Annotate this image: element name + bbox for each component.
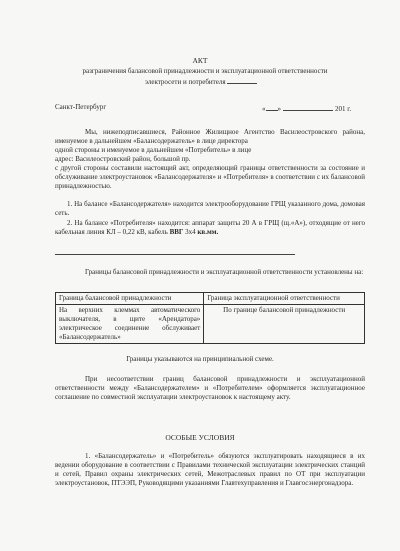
table-cell-balance: На верхних клеммах автоматического выключателя, в щите «Арендатора» электрическое соединение обслуживает «Балансодержатель»	[56, 305, 204, 344]
table-header-operational: Граница эксплуатационной ответственности	[204, 293, 365, 305]
cable-section: 3х4	[185, 228, 196, 236]
city-label: Санкт-Петербург	[55, 103, 107, 111]
balance-item-2-text: 2. На балансе «Потребителя» находится: аппарат защиты 20 А в ГРЩ (щ.«А»), отходящие от него кабельная линия КЛ – 0,22 кВ, кабель	[55, 219, 365, 236]
special-condition-1: 1. «Балансодержатель» и «Потребитель» обязуются эксплуатировать находящиеся в их ведении оборудование в соответствии с Правилами технической эксплуатации электрических станций и сетей, Правил охраны электрических сетей, Межотраслевых правил по ОТ при эксплуатации электроустановок, ПТЭЭП, Руководящими указаниями Главтехуправления и Главгосэнергонадзора.	[55, 452, 365, 487]
cable-unit: кв.мм.	[197, 228, 219, 236]
date-day-blank	[266, 103, 278, 111]
date-year-suffix: 201 г.	[335, 105, 352, 113]
scheme-note: Границы указываются на принципиальной схеме.	[126, 355, 274, 363]
date-close-quote: »	[277, 105, 281, 113]
balance-item-2	[55, 219, 365, 237]
bounds-table	[55, 292, 365, 344]
document-subtitle-line1: разграничения балансовой принадлежности и эксплуатационной ответственности	[82, 67, 328, 75]
subtitle-blank-line	[227, 76, 257, 84]
document-subtitle-line2: электросети и потребителя	[145, 78, 226, 86]
table-header-balance: Граница балансовой принадлежности	[56, 293, 204, 305]
special-conditions-title: ОСОБЫЕ УСЛОВИЯ	[165, 433, 235, 442]
mismatch-paragraph: При несоответствии границ балансовой принадлежности и эксплуатационной ответственности между «Балансодержателем» и «Потребителем» оформляется эксплуатационное соглашение по совместной эксплуатации электроустановок к настоящему акту.	[55, 375, 365, 401]
intro-line-2: одной стороны и именуемое в дальнейшем «Потребитель» в лице	[55, 146, 252, 154]
date-field	[262, 103, 351, 114]
intro-line-4: с другой стороны составили настоящий акт, определяющий границы ответственности за состояние и обслуживание электроустановок «Балансодержателя» и «Потребителя» в соответствии с их балансовой принадлежностью.	[55, 164, 365, 190]
cable-brand: ВВГ	[169, 228, 184, 236]
table-row	[56, 305, 365, 344]
document-title: АКТ	[192, 56, 208, 65]
table-cell-operational: По границе балансовой принадлежности	[204, 305, 365, 344]
balance-item-1: 1. На балансе «Балансодержателя» находится электрооборудование ГРЩ указанного дома, домовая сеть.	[55, 200, 365, 217]
document-subtitle-line2-row	[145, 76, 257, 87]
table-header-row	[56, 293, 365, 305]
intro-line-1: Мы, нижеподписавшиеся, Районное Жилищное Агентство Василеостровского района, именуемое в дальнейшем «Балансодержатель» в лице директора	[55, 128, 365, 145]
date-month-blank	[283, 103, 333, 111]
date-open-quote: «	[262, 105, 266, 113]
bounds-heading: Границы балансовой принадлежности и эксплуатационной ответственности установлены на:	[85, 268, 364, 276]
separator-line	[55, 254, 295, 255]
intro-line-3: адрес: Василеостровский район, большой пр.	[55, 155, 191, 163]
